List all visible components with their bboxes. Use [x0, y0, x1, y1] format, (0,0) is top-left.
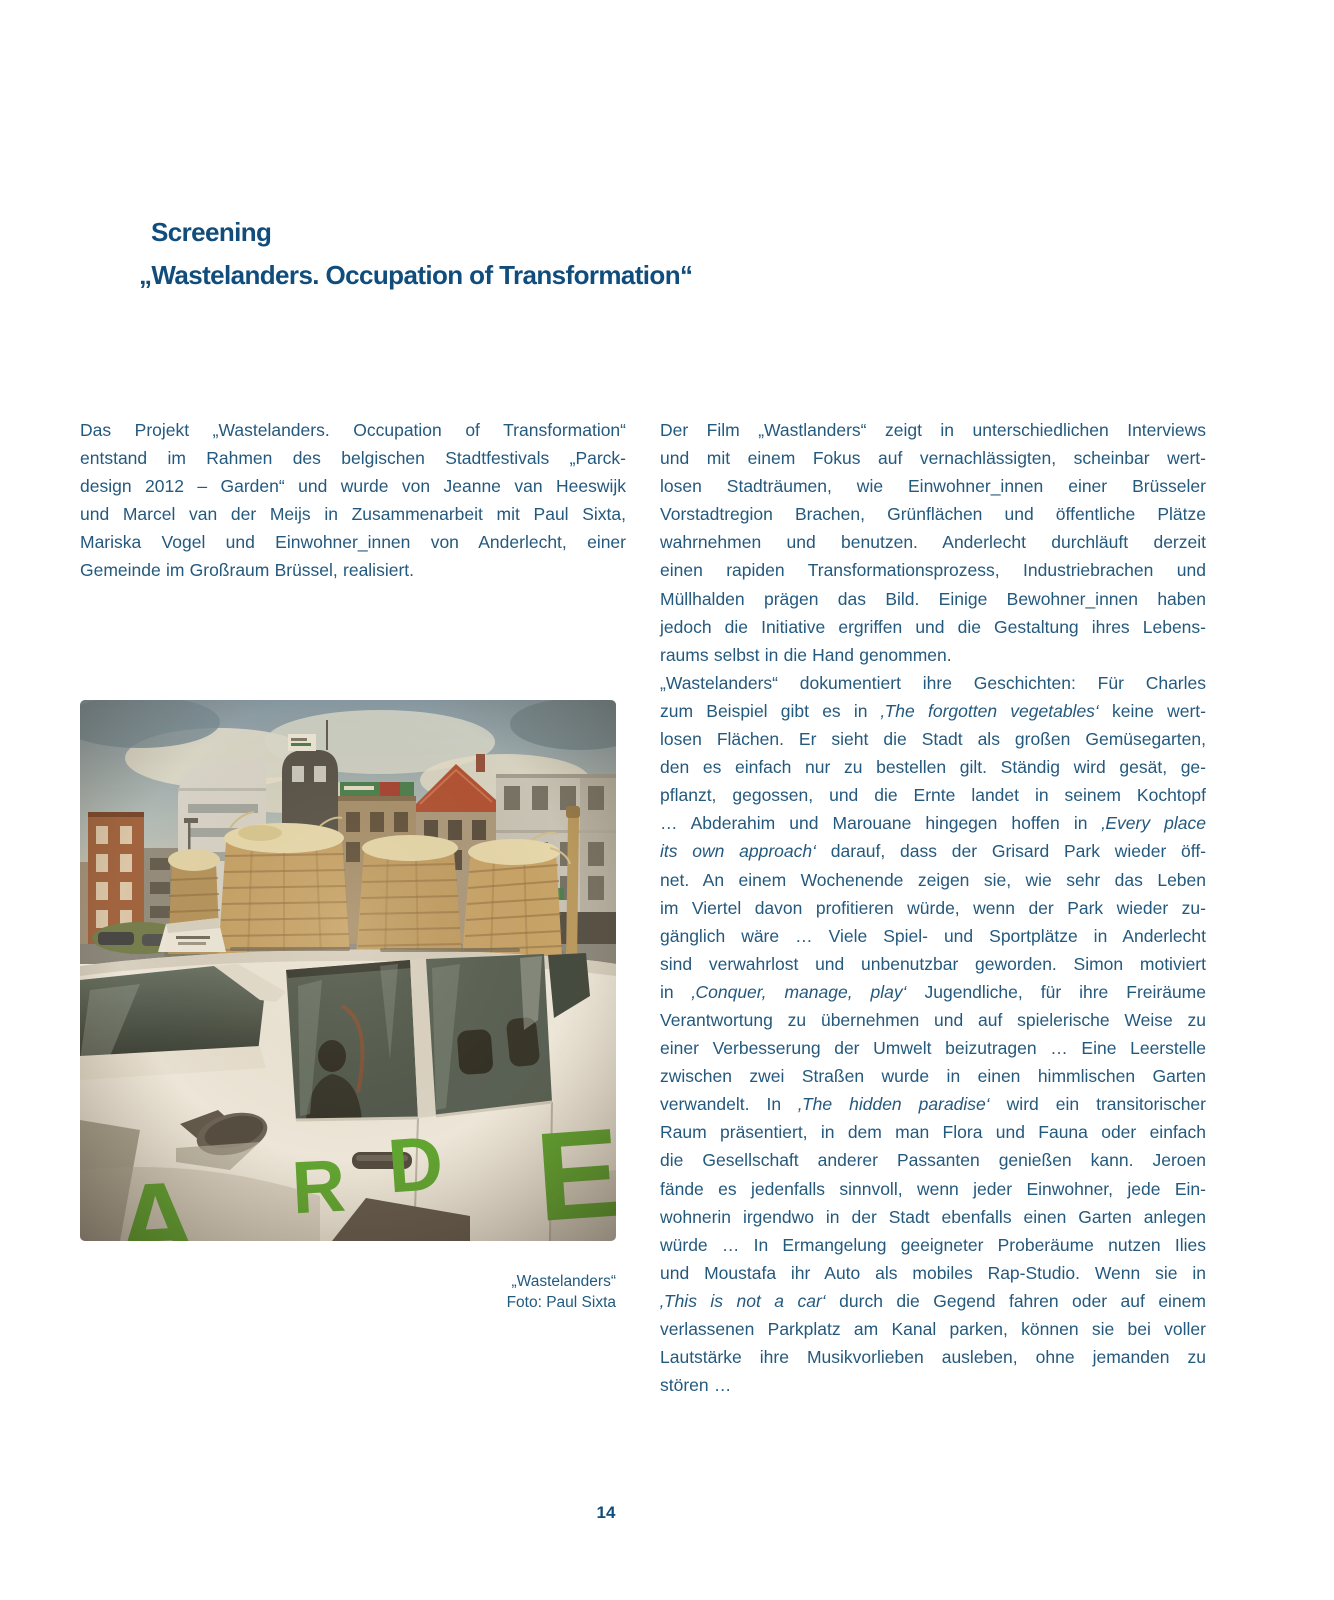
text-line: raums selbst in die Hand genommen. [660, 644, 952, 665]
text-line: sind verwahrlost und unbenutzbar geworden. Simon motiviert [660, 953, 1206, 974]
text-line: zum Beispiel gibt es in ‚The forgotten vegetables‘ keine wert- [660, 700, 1206, 721]
text-line: verlassenen Parkplatz am Kanal parken, können sie bei voller [660, 1319, 1206, 1339]
text-line: Mariska Vogel und Einwohner_innen von Anderlecht, einer [80, 532, 626, 553]
text-line: design 2012 – Garden“ und wurde von Jeanne van Heeswijk [80, 476, 626, 497]
intro-column [80, 416, 626, 585]
text-line: Der Film „Wastlanders“ zeigt in unterschiedlichen Interviews [660, 420, 1206, 440]
text-line: einer Verbesserung der Umwelt beizutragen … Eine Leerstelle [660, 1038, 1206, 1059]
article-column [660, 416, 1206, 1399]
text-line: und Moustafa ihr Auto als mobiles Rap-Studio. Wenn sie in [660, 1262, 1206, 1283]
text-line: pflanzt, gegossen, und die Ernte landet in seinem Kochtopf [660, 785, 1206, 806]
text-line: losen Flächen. Er sieht die Stadt als großen Gemüsegarten, [660, 729, 1206, 750]
text-line: entstand im Rahmen des belgischen Stadtfestivals „Parck- [80, 448, 626, 469]
text-line: in ‚Conquer, manage, play‘ Jugendliche, für ihre Freiräume [660, 981, 1206, 1002]
photo [80, 700, 616, 1241]
text-line: Raum präsentiert, in dem man Flora und Fauna oder einfach [660, 1122, 1206, 1143]
page-title-line2: „Wastelanders. Occupation of Transformation“ [139, 260, 693, 291]
text-line: Das Projekt „Wastelanders. Occupation of Transformation“ [80, 420, 626, 440]
text-line: … Abderahim und Marouane hingegen hoffen in ‚Every place [660, 813, 1207, 834]
text-line: einen rapiden Transformationsprozess, Industriebrachen und [660, 560, 1206, 581]
page-title [139, 211, 693, 297]
text-line: ‚This is not a car‘ durch die Gegend fahren oder auf einem [660, 1290, 1206, 1311]
text-line: Verantwortung zu übernehmen und auf spielerische Weise zu [660, 1009, 1206, 1030]
text-line: würde … In Ermangelung geeigneter Proberäume nutzen Ilies [660, 1234, 1206, 1255]
text-line: net. An einem Wochenende zeigen sie, wie sehr das Leben [660, 869, 1206, 890]
text-line: Müllhalden prägen das Bild. Einige Bewohner_innen haben [660, 588, 1206, 609]
text-line: fände es jedenfalls sinnvoll, wenn jeder Einwohner, jede Ein- [660, 1178, 1206, 1199]
text-line: „Wastelanders“ dokumentiert ihre Geschichten: Für Charles [660, 672, 1206, 693]
photo-caption-credit: Foto: Paul Sixta [506, 1294, 616, 1311]
text-line: losen Stadträumen, wie Einwohner_innen einer Brüsseler [660, 476, 1206, 497]
page-title-line1: Screening [151, 217, 272, 248]
text-line: und mit einem Fokus auf vernachlässigten, scheinbar wert- [660, 448, 1206, 469]
photo-filter-vignette [80, 700, 616, 1241]
text-line: jedoch die Initiative ergriffen und die Gestaltung ihres Lebens- [660, 616, 1206, 637]
text-line: im Viertel davon profitieren würde, wenn der Park wieder zu- [660, 897, 1206, 918]
photo-caption [80, 1271, 616, 1313]
text-line: Lautstärke ihre Musikvorlieben ausleben, ohne jemanden zu [660, 1347, 1206, 1368]
text-line: wahrnehmen und benutzen. Anderlecht durchläuft derzeit [660, 532, 1206, 553]
text-line: Gemeinde im Großraum Brüssel, realisiert. [80, 560, 414, 581]
text-line: zwischen zwei Straßen wurde in einen himmlischen Garten [660, 1066, 1206, 1087]
text-line: verwandelt. In ‚The hidden paradise‘ wird ein transitorischer [660, 1094, 1206, 1115]
text-line: und Marcel van der Meijs in Zusammenarbeit mit Paul Sixta, [80, 504, 626, 525]
text-line: gänglich wäre … Viele Spiel- und Sportplätze in Anderlecht [660, 925, 1206, 946]
text-line: Vorstadtregion Brachen, Grünflächen und öffentliche Plätze [660, 504, 1206, 525]
photo-illustration [80, 700, 616, 1241]
text-line: die Gesellschaft anderer Passanten genießen kann. Jeroen [660, 1150, 1206, 1171]
photo-caption-title: „Wastelanders“ [511, 1273, 616, 1290]
text-line: stören … [660, 1375, 732, 1396]
text-line: its own approach‘ darauf, dass der Grisard Park wieder öff- [660, 841, 1207, 862]
page-number: 14 [596, 1503, 616, 1522]
text-line: den es einfach nur zu bestellen gilt. Ständig wird gesät, ge- [660, 757, 1206, 778]
text-line: wohnerin irgendwo in der Stadt ebenfalls einen Garten anlegen [660, 1206, 1206, 1227]
